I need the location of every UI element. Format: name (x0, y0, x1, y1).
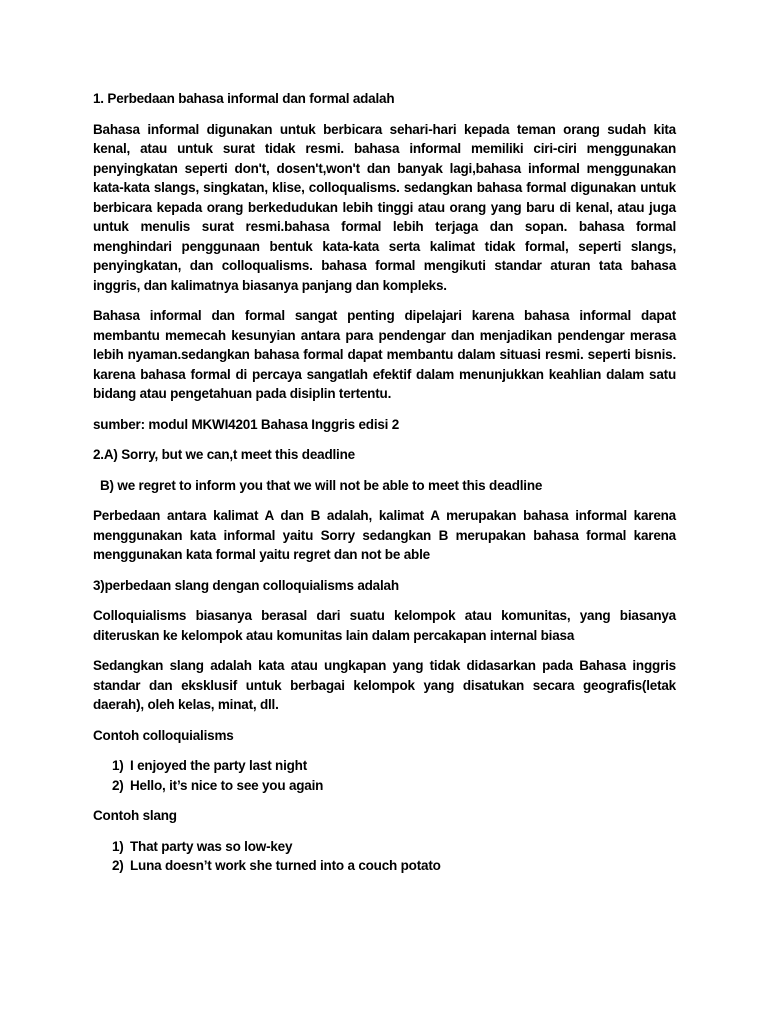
paragraph-importance: Bahasa informal dan formal sangat penting dipelajari karena bahasa informal dapat membantu memecah kesunyian antara para pendengar dan menjadikan pendengar merasa lebih nyaman.sedangkan bahasa formal dapat membantu dalam situasi resmi. seperti bisnis. karena bahasa formal di percaya sangatlah efektif dalam menunjukkan keahlian dalam satu bidang atau pengetahuan pada disiplin tertentu. (93, 308, 676, 401)
list-item-text: Hello, it’s nice to see you again (130, 777, 324, 793)
list-item (93, 776, 676, 796)
list-item-number: 1) (112, 838, 124, 854)
paragraph-comparison-a-b: Perbedaan antara kalimat A dan B adalah, kalimat A merupakan bahasa informal karena menggunakan kata informal yaitu Sorry sedangkan B merupakan bahasa formal karena menggunakan kata formal yaitu regret dan not be able (93, 508, 676, 562)
list-item-text: Luna doesn’t work she turned into a couch potato (130, 858, 441, 873)
list-item-text: That party was so low-key (130, 838, 293, 854)
paragraph-informal-formal-definition: Bahasa informal digunakan untuk berbicara sehari-hari kepada teman orang sudah kita kenal, atau untuk surat tidak resmi. bahasa informal memiliki ciri-ciri menggunakan penyingkatan seperti don't, dosen't,won't dan banyak lagi,bahasa informal menggunakan kata-kata slangs, singkatan, klise, colloqualisms. sedangkan bahasa formal digunakan untuk berbicara kepada orang berkedudukan lebih tinggi atau orang yang baru di kenal, atau juga untuk menulis surat resmi.bahasa formal lebih terjaga dan sopan. bahasa formal menghindari penggunaan bentuk kata-kata serta kalimat tidak formal, seperti slangs, penyingkatan, dan colloqualisms. bahasa formal mengikuti standar aturan tata bahasa inggris, dan kalimatnya biasanya panjang dan kompleks. (93, 121, 676, 293)
colloquialism-examples-list (93, 756, 676, 795)
paragraph-slang-definition: Sedangkan slang adalah kata atau ungkapan yang tidak didasarkan pada Bahasa inggris standar dan eksklusif untuk berbagai kelompok yang disatukan secara geografis(letak daerah), oleh kelas, minat, dll. (93, 658, 676, 712)
paragraph-colloquialisms-definition: Colloquialisms biasanya berasal dari suatu kelompok atau komunitas, yang biasanya diteruskan ke kelompok atau komunitas lain dalam percakapan internal biasa (93, 608, 676, 643)
list-item-number: 2) (112, 858, 124, 873)
list-item (93, 856, 676, 876)
source-line: sumber: modul MKWI4201 Bahasa Inggris edisi 2 (93, 416, 400, 432)
list-item-number: 2) (112, 777, 124, 793)
contoh-slang-heading: Contoh slang (93, 808, 177, 823)
contoh-colloquialisms-heading: Contoh colloquialisms (93, 727, 234, 743)
question-3-heading: 3)perbedaan slang dengan colloquialisms adalah (93, 577, 399, 593)
question-2-option-b: B) we regret to inform you that we will not be able to meet this deadline (100, 477, 543, 493)
document-content (93, 89, 676, 887)
question-1-heading: 1. Perbedaan bahasa informal dan formal adalah (93, 91, 395, 106)
list-item (93, 756, 676, 776)
list-item-number: 1) (112, 758, 124, 773)
list-item (93, 837, 676, 857)
list-item-text: I enjoyed the party last night (130, 758, 308, 773)
slang-examples-list (93, 837, 676, 876)
question-2-option-a: 2.A) Sorry, but we can,t meet this deadline (93, 447, 355, 462)
